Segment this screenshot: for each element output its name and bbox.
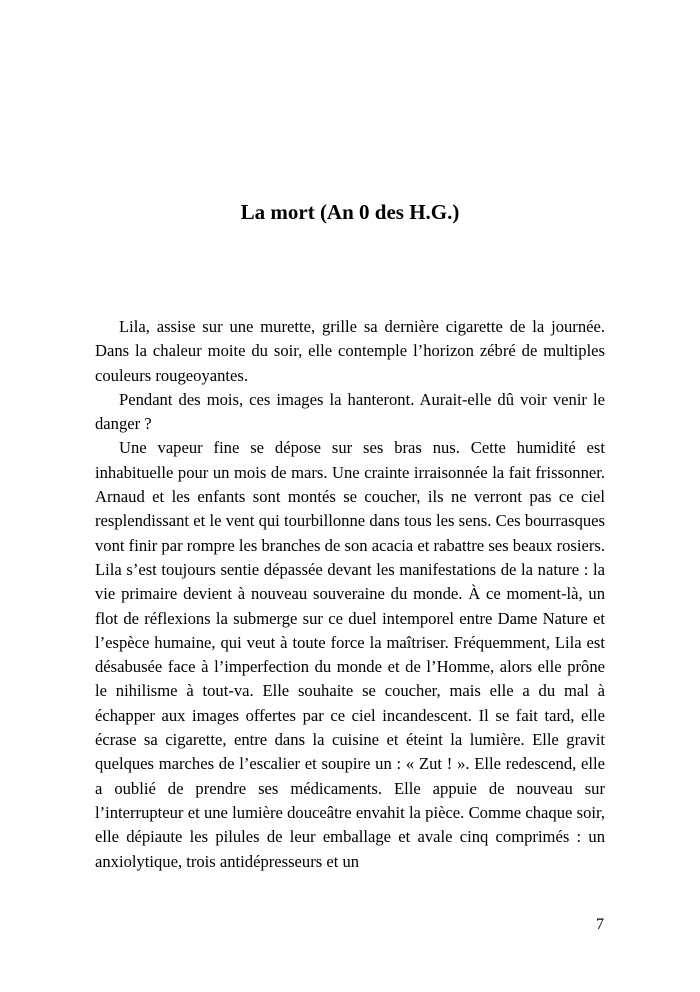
page-number: 7 (596, 916, 604, 933)
body-text (95, 315, 605, 874)
paragraph: Une vapeur fine se dépose sur ses bras nus. Cette humidité est inhabituelle pour un mois de mars. Une crainte irraisonnée la fait frissonner. Arnaud et les enfants sont montés se coucher, ils ne verront pas ce ciel resplendissant et le vent qui tourbillonne dans tous les sens. Ces bourrasques vont finir par rompre les branches de son acacia et rabattre ses beaux rosiers. Lila s’est toujours sentie dépassée devant les manifestations de la nature : la vie primaire devient à nouveau souveraine du monde. À ce moment-là, un flot de réflexions la submerge sur ce duel intemporel entre Dame Nature et l’espèce humaine, qui veut à toute force la maîtriser. Fréquemment, Lila est désabusée face à l’imperfection du monde et de l’Homme, alors elle prône le nihilisme à tout-va. Elle souhaite se coucher, mais elle a du mal à échapper aux images offertes par ce ciel incandescent. Il se fait tard, elle écrase sa cigarette, entre dans la cuisine et éteint la lumière. Elle gravit quelques marches de l’escalier et soupire un : « Zut ! ». Elle redescend, elle a oublié de prendre ses médicaments. Elle appuie de nouveau sur l’interrupteur et une lumière douceâtre envahit la pièce. Comme chaque soir, elle dépiaute les pilules de leur emballage et avale cinq comprimés : un anxiolytique, trois antidépresseurs et un (95, 438, 605, 871)
paragraph: Lila, assise sur une murette, grille sa dernière cigarette de la journée. Dans la chaleur moite du soir, elle contemple l’horizon zébré de multiples couleurs rougeoyantes. (95, 317, 605, 385)
chapter-title: La mort (An 0 des H.G.) (240, 200, 460, 224)
paragraph: Pendant des mois, ces images la hanteront. Aurait-elle dû voir venir le danger ? (95, 389, 605, 434)
